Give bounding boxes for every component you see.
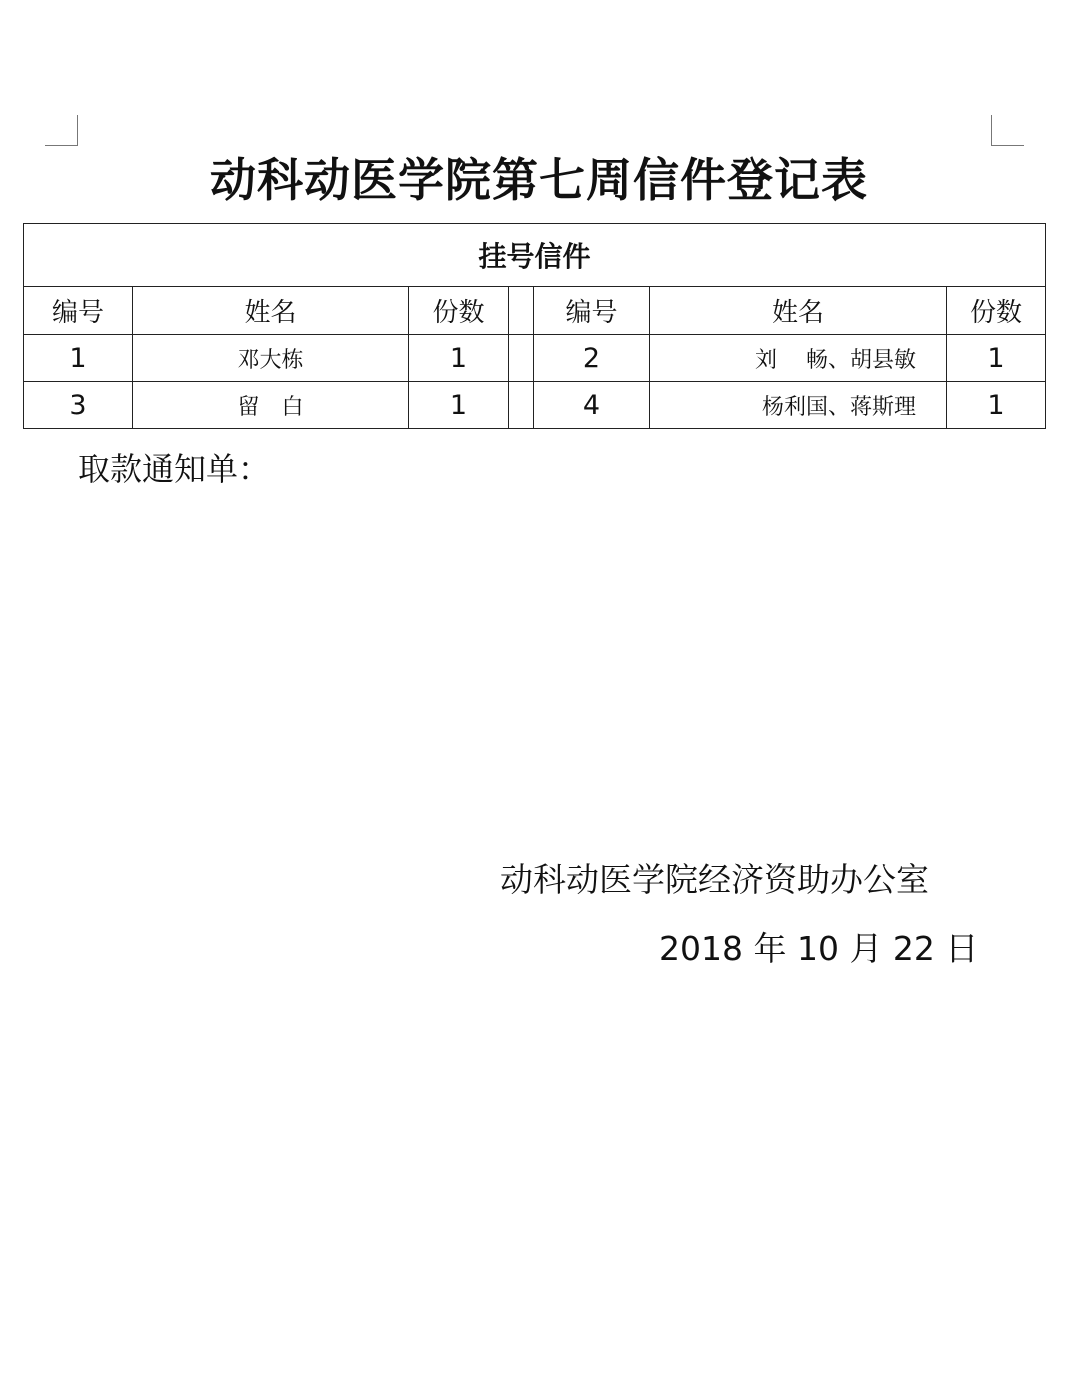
row-count-right: 1 [947,382,1046,429]
issue-date: 2018 年 10 月 22 日 [659,929,979,968]
header-number-right: 编号 [534,287,650,335]
row-number-right: 4 [534,382,650,429]
row-count-right: 1 [947,335,1046,382]
row-number-right: 2 [534,335,650,382]
table-row [24,335,1046,382]
row-spacer [509,382,534,429]
row-name-left: 留 白 [133,382,409,429]
table-row [24,382,1046,429]
document-title: 动科动医学院第七周信件登记表 [210,153,868,207]
row-count-left: 1 [409,335,509,382]
row-count-left: 1 [409,382,509,429]
crop-mark-top-right [991,115,1024,146]
header-name-right: 姓名 [650,287,947,335]
header-number-left: 编号 [24,287,133,335]
row-name-right: 刘 畅、胡县敏 [650,335,947,382]
section-title: 挂号信件 [24,224,1046,287]
registered-mail-table [23,223,1046,429]
header-count-left: 份数 [409,287,509,335]
row-name-right: 杨利国、蒋斯理 [650,382,947,429]
issuing-office: 动科动医学院经济资助办公室 [500,860,929,899]
row-number-left: 3 [24,382,133,429]
row-spacer [509,335,534,382]
withdrawal-notice-label: 取款通知单： [78,450,271,488]
header-name-left: 姓名 [133,287,409,335]
header-count-right: 份数 [947,287,1046,335]
crop-mark-top-left [45,115,78,146]
header-spacer [509,287,534,335]
row-number-left: 1 [24,335,133,382]
table-section-header-row [24,224,1046,287]
row-name-left: 邓大栋 [133,335,409,382]
table-column-header-row [24,287,1046,335]
